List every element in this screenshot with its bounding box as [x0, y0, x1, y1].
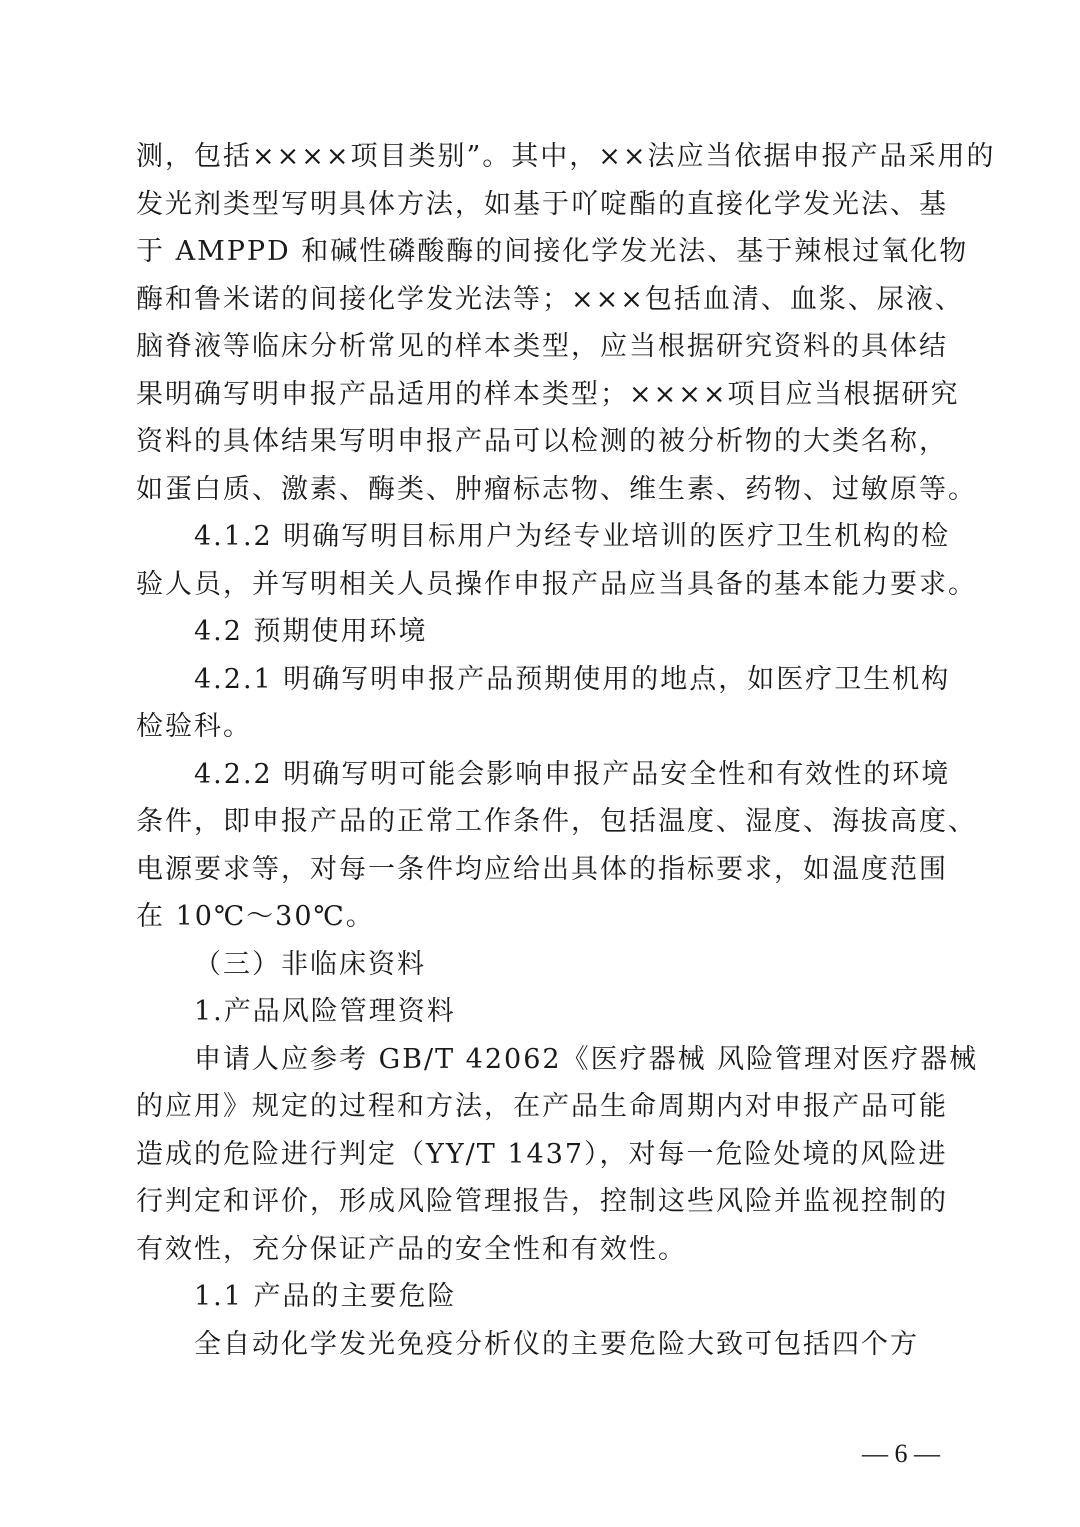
- text-line: 验人员，并写明相关人员操作申报产品应当具备的基本能力要求。: [136, 568, 977, 600]
- paragraph-section-3: [136, 941, 936, 989]
- paragraph-main-hazards: [136, 1321, 936, 1369]
- text-line: 酶和鲁米诺的间接化学发光法等；×××包括血清、血浆、尿液、: [136, 283, 964, 315]
- document-body: [136, 133, 996, 1368]
- text-line: 4.2.2 明确写明可能会影响申报产品安全性和有效性的环境: [194, 758, 951, 790]
- text-line: 条件，即申报产品的正常工作条件，包括温度、湿度、海拔高度、: [136, 806, 977, 837]
- text-line: 4.2 预期使用环境: [194, 616, 428, 647]
- text-line: 全自动化学发光免疫分析仪的主要危险大致可包括四个方: [194, 1328, 919, 1360]
- text-line: 的应用》规定的过程和方法，在产品生命周期内对申报产品可能: [136, 1091, 948, 1122]
- text-line: 如蛋白质、激素、酶类、肿瘤标志物、维生素、药物、过敏原等。: [136, 473, 977, 505]
- paragraph-1-1: [136, 1273, 936, 1321]
- text-line: 1.产品风险管理资料: [194, 996, 456, 1027]
- paragraph-intended-use-cont: [136, 133, 996, 513]
- text-line: 资料的具体结果写明申报产品可以检测的被分析物的大类名称，: [136, 426, 948, 457]
- text-line: （三）非临床资料: [194, 948, 426, 980]
- text-line: 4.2.1 明确写明申报产品预期使用的地点，如医疗卫生机构: [194, 663, 951, 695]
- paragraph-1-risk: [136, 988, 936, 1036]
- text-line: 1.1 产品的主要危险: [194, 1281, 457, 1312]
- paragraph-4-2: [136, 608, 936, 656]
- paragraph-risk-body: [136, 1036, 979, 1274]
- text-line: 申请人应参考 GB/T 42062《医疗器械 风险管理对医疗器械: [194, 1043, 979, 1075]
- text-line: 发光剂类型写明具体方法，如基于吖啶酯的直接化学发光法、基: [136, 188, 948, 220]
- paragraph-4-2-1: [136, 656, 951, 751]
- text-line: 在 10℃～30℃。: [136, 901, 375, 932]
- text-line: 4.1.2 明确写明目标用户为经专业培训的医疗卫生机构的检: [194, 521, 951, 552]
- text-line: 果明确写明申报产品适用的样本类型；××××项目应当根据研究: [136, 378, 960, 410]
- text-line: 有效性，充分保证产品的安全性和有效性。: [136, 1233, 687, 1265]
- text-line: 于 AMPPD 和碱性磷酸酶的间接化学发光法、基于辣根过氧化物: [136, 236, 969, 267]
- page-number: — 6 —: [862, 1439, 940, 1468]
- paragraph-4-1-2: [136, 513, 977, 608]
- text-line: 造成的危险进行判定（YY/T 1437），对每一危险处境的风险进: [136, 1138, 948, 1170]
- text-line: 测，包括××××项目类别”。其中，××法应当依据申报产品采用的: [136, 141, 996, 172]
- text-line: 检验科。: [136, 711, 252, 742]
- paragraph-4-2-2: [136, 751, 977, 941]
- text-line: 脑脊液等临床分析常见的样本类型，应当根据研究资料的具体结: [136, 331, 948, 362]
- text-line: 行判定和评价，形成风险管理报告，控制这些风险并监视控制的: [136, 1186, 948, 1217]
- text-line: 电源要求等，对每一条件均应给出具体的指标要求，如温度范围: [136, 853, 948, 885]
